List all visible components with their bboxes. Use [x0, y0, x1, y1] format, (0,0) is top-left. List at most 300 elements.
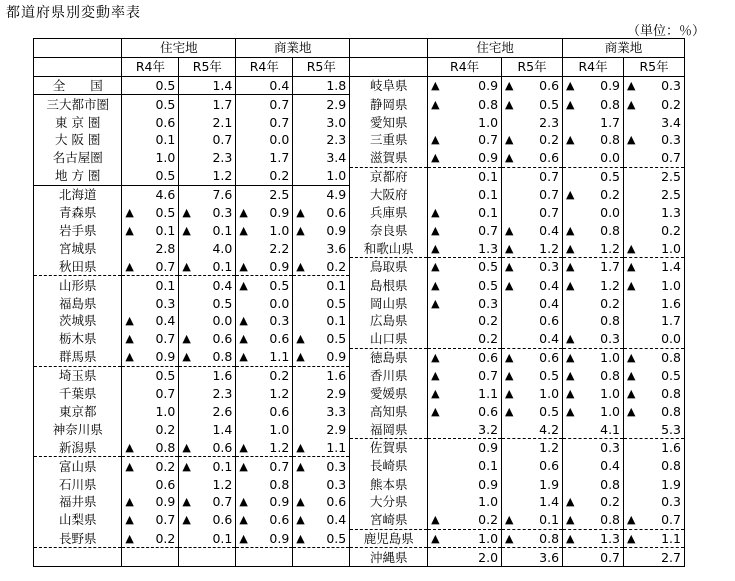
value-cell	[293, 385, 350, 403]
value-cell	[502, 330, 563, 348]
value-cell	[122, 167, 179, 185]
row-label: 鳥取県	[350, 258, 428, 276]
page-title: 都道府県別変動率表	[6, 5, 141, 21]
value-text: 0.3	[661, 494, 681, 510]
value-text: 2.5	[661, 168, 681, 184]
row-label: 沖縄県	[350, 548, 428, 567]
value-text: 1.0	[155, 150, 176, 166]
row-label: 石川県	[34, 475, 122, 493]
value-cell	[502, 529, 563, 548]
value-cell	[502, 385, 563, 403]
value-text: 2.9	[326, 96, 347, 112]
value-cell	[563, 439, 624, 457]
negative-triangle-icon: ▲	[239, 259, 248, 273]
negative-triangle-icon: ▲	[125, 350, 134, 364]
negative-triangle-icon: ▲	[239, 223, 248, 237]
value-cell	[293, 131, 350, 149]
table-row	[34, 385, 735, 403]
value-text: 0.5	[539, 403, 560, 419]
value-text: 0.1	[478, 205, 499, 221]
table-row	[34, 185, 735, 203]
negative-triangle-icon: ▲	[431, 206, 440, 220]
value-text: 1.0	[269, 421, 290, 437]
value-text: 1.1	[478, 386, 499, 402]
negative-triangle-icon: ▲	[627, 241, 636, 255]
negative-triangle-icon: ▲	[239, 278, 248, 292]
value-text: 0.6	[269, 331, 290, 347]
value-text: 2.7	[661, 549, 681, 565]
value-text: 0.9	[478, 78, 499, 94]
value-cell	[428, 221, 502, 239]
value-text: 0.7	[155, 512, 176, 528]
negative-triangle-icon: ▲	[125, 440, 134, 454]
value-cell	[502, 131, 563, 149]
negative-triangle-icon: ▲	[505, 241, 514, 255]
row-label: 静岡県	[350, 95, 428, 113]
row-label: 宮崎県	[350, 511, 428, 529]
row-label: 佐賀県	[350, 439, 428, 457]
negative-triangle-icon: ▲	[296, 350, 305, 364]
value-text: 0.8	[600, 313, 621, 329]
value-cell	[428, 385, 502, 403]
negative-triangle-icon: ▲	[566, 368, 575, 382]
value-cell	[624, 131, 685, 149]
negative-triangle-icon: ▲	[431, 513, 440, 527]
value-text: 0.1	[155, 277, 176, 293]
year-header: R5年	[624, 57, 685, 76]
value-text: 0.9	[478, 476, 499, 492]
value-text: 2.8	[155, 240, 176, 256]
value-cell	[624, 548, 685, 567]
value-text: 0.4	[539, 277, 560, 293]
value-text: 4.2	[539, 421, 560, 437]
value-text: 0.7	[155, 386, 176, 402]
negative-triangle-icon: ▲	[431, 350, 440, 364]
value-text: 0.5	[661, 367, 681, 383]
value-text: 0.9	[269, 258, 290, 274]
value-text: 0.7	[212, 132, 233, 148]
negative-triangle-icon: ▲	[239, 531, 248, 545]
value-text: 0.5	[155, 168, 176, 184]
value-cell	[502, 258, 563, 276]
row-label: 埼玉県	[34, 366, 122, 384]
negative-triangle-icon: ▲	[296, 206, 305, 220]
row-label: 山口県	[350, 330, 428, 348]
value-text: 3.0	[326, 114, 347, 130]
value-text: 3.6	[539, 549, 560, 565]
value-text: 0.5	[269, 277, 290, 293]
value-text: 0.3	[600, 331, 621, 347]
value-text: 1.1	[326, 439, 347, 455]
value-cell	[502, 312, 563, 330]
value-text: 0.4	[269, 77, 290, 93]
negative-triangle-icon: ▲	[566, 513, 575, 527]
row-label: 徳島県	[350, 348, 428, 366]
value-text: 1.2	[269, 439, 290, 455]
value-text: 1.0	[478, 494, 499, 510]
row-label: 岡山県	[350, 294, 428, 312]
value-cell	[236, 131, 293, 149]
header-row-groups	[34, 39, 735, 58]
value-cell	[563, 457, 624, 475]
value-cell	[428, 475, 502, 493]
negative-triangle-icon: ▲	[627, 368, 636, 382]
negative-triangle-icon: ▲	[239, 332, 248, 346]
negative-triangle-icon: ▲	[505, 513, 514, 527]
value-text: 0.8	[661, 386, 681, 402]
value-text: 2.3	[326, 132, 347, 148]
value-cell	[502, 366, 563, 384]
value-cell	[428, 312, 502, 330]
header-corner	[350, 57, 428, 76]
value-text: 1.2	[539, 440, 560, 456]
value-cell	[179, 221, 236, 239]
value-cell	[236, 457, 293, 475]
value-text: 0.1	[212, 258, 233, 274]
value-cell	[179, 511, 236, 529]
row-label: 高知県	[350, 402, 428, 420]
value-cell	[122, 330, 179, 348]
table-row	[34, 113, 735, 131]
value-cell	[122, 475, 179, 493]
value-text: 1.0	[326, 168, 347, 184]
value-text: 1.0	[155, 403, 176, 419]
value-text: 0.5	[539, 96, 560, 112]
table-row	[34, 312, 735, 330]
value-text: 0.6	[539, 313, 560, 329]
value-cell	[122, 457, 179, 475]
value-text: 0.4	[326, 512, 347, 528]
value-cell	[624, 185, 685, 203]
row-label: 三重県	[350, 131, 428, 149]
negative-triangle-icon: ▲	[505, 97, 514, 111]
value-text: 0.4	[539, 295, 560, 311]
value-text: 0.7	[269, 114, 290, 130]
value-text: 1.2	[600, 240, 621, 256]
value-text: 0.7	[155, 258, 176, 274]
negative-triangle-icon: ▲	[566, 278, 575, 292]
value-text: 0.6	[539, 150, 560, 166]
value-text: 0.5	[155, 77, 176, 93]
negative-triangle-icon: ▲	[125, 332, 134, 346]
value-cell	[428, 149, 502, 167]
row-label: 東 京 圏	[34, 113, 122, 131]
negative-triangle-icon: ▲	[182, 259, 191, 273]
value-text: 0.9	[269, 530, 290, 546]
value-cell	[563, 420, 624, 438]
negative-triangle-icon: ▲	[125, 531, 134, 545]
value-cell	[179, 420, 236, 438]
value-text: 1.7	[600, 114, 621, 130]
value-text: 5.3	[661, 421, 681, 437]
value-cell	[624, 439, 685, 457]
value-cell	[624, 402, 685, 420]
table-row	[34, 167, 735, 185]
negative-triangle-icon: ▲	[566, 188, 575, 202]
value-text: 0.8	[661, 458, 681, 474]
negative-triangle-icon: ▲	[125, 206, 134, 220]
value-cell	[179, 167, 236, 185]
negative-triangle-icon: ▲	[505, 387, 514, 401]
value-text: 0.7	[212, 494, 233, 510]
table-row	[34, 76, 735, 95]
table-row	[34, 95, 735, 113]
value-cell	[179, 529, 236, 548]
value-text: 0.6	[212, 439, 233, 455]
value-cell	[624, 529, 685, 548]
value-cell	[428, 276, 502, 294]
value-cell	[563, 113, 624, 131]
value-cell	[624, 204, 685, 222]
value-text: 1.0	[661, 240, 681, 256]
value-text: 0.6	[212, 331, 233, 347]
row-label: 長野県	[34, 529, 122, 548]
value-text: 0.1	[326, 313, 347, 329]
negative-triangle-icon: ▲	[431, 260, 440, 274]
value-text: 0.5	[478, 277, 499, 293]
value-text: 0.8	[478, 96, 499, 112]
value-text: 0.4	[212, 277, 233, 293]
value-cell	[563, 312, 624, 330]
negative-triangle-icon: ▲	[505, 133, 514, 147]
negative-triangle-icon: ▲	[566, 260, 575, 274]
negative-triangle-icon: ▲	[627, 133, 636, 147]
value-text: 0.7	[269, 458, 290, 474]
value-cell	[293, 511, 350, 529]
value-cell	[624, 76, 685, 95]
value-cell	[236, 529, 293, 548]
table-row	[34, 348, 735, 366]
value-text: 0.6	[155, 476, 176, 492]
value-text: 0.1	[155, 132, 176, 148]
value-cell	[563, 548, 624, 567]
value-cell	[502, 239, 563, 257]
negative-triangle-icon: ▲	[627, 350, 636, 364]
table-row	[34, 529, 735, 548]
value-text: 3.4	[326, 150, 347, 166]
value-cell	[563, 204, 624, 222]
value-cell	[428, 529, 502, 548]
value-text: 0.1	[212, 458, 233, 474]
value-text: 0.2	[155, 530, 176, 546]
value-cell	[122, 529, 179, 548]
value-cell	[502, 348, 563, 366]
value-cell	[179, 493, 236, 511]
value-cell	[563, 76, 624, 95]
negative-triangle-icon: ▲	[505, 404, 514, 418]
value-text: 1.6	[326, 368, 347, 384]
value-text: 1.2	[212, 168, 233, 184]
row-label: 山梨県	[34, 511, 122, 529]
value-cell	[502, 294, 563, 312]
value-cell	[179, 312, 236, 330]
value-text: 0.6	[155, 114, 176, 130]
value-cell	[563, 221, 624, 239]
value-cell	[179, 330, 236, 348]
value-cell	[179, 366, 236, 384]
year-header: R4年	[428, 57, 502, 76]
value-text: 0.0	[600, 205, 621, 221]
value-text: 0.6	[539, 78, 560, 94]
value-cell	[428, 95, 502, 113]
table-row	[34, 439, 735, 457]
negative-triangle-icon: ▲	[505, 260, 514, 274]
value-cell	[428, 76, 502, 95]
value-cell	[563, 330, 624, 348]
value-text: 1.9	[539, 476, 560, 492]
value-text: 0.0	[269, 295, 290, 311]
value-text: 2.5	[661, 187, 681, 203]
value-cell	[563, 493, 624, 511]
value-cell	[563, 149, 624, 167]
value-text: 3.6	[326, 240, 347, 256]
table-row	[34, 548, 735, 567]
value-cell	[293, 258, 350, 276]
value-text: 0.5	[326, 295, 347, 311]
value-text: 0.7	[478, 367, 499, 383]
value-text: 0.2	[155, 458, 176, 474]
value-cell	[624, 149, 685, 167]
value-cell	[624, 457, 685, 475]
value-cell	[122, 366, 179, 384]
value-text: 0.2	[478, 331, 499, 347]
negative-triangle-icon: ▲	[505, 79, 514, 93]
value-cell	[236, 420, 293, 438]
value-cell	[122, 294, 179, 312]
value-text: 0.1	[326, 277, 347, 293]
row-label: 愛知県	[350, 113, 428, 131]
value-cell	[293, 239, 350, 257]
value-text: 2.6	[212, 403, 233, 419]
negative-triangle-icon: ▲	[431, 404, 440, 418]
value-cell	[293, 493, 350, 511]
unit-note: （単位：％）	[626, 24, 705, 39]
value-text: 0.9	[155, 494, 176, 510]
row-label: 京都府	[350, 167, 428, 185]
header-row-years	[34, 57, 735, 76]
value-cell	[428, 420, 502, 438]
negative-triangle-icon: ▲	[505, 223, 514, 237]
negative-triangle-icon: ▲	[239, 206, 248, 220]
table-row	[34, 366, 735, 384]
value-cell	[624, 312, 685, 330]
value-cell	[563, 167, 624, 185]
value-cell	[122, 548, 179, 567]
value-cell	[122, 385, 179, 403]
value-text: 0.9	[326, 349, 347, 365]
value-text: 0.8	[600, 367, 621, 383]
value-text: 0.2	[478, 313, 499, 329]
value-text: 0.6	[269, 403, 290, 419]
row-label: 茨城県	[34, 312, 122, 330]
value-cell	[236, 366, 293, 384]
value-text: 2.9	[326, 386, 347, 402]
negative-triangle-icon: ▲	[566, 223, 575, 237]
value-cell	[236, 348, 293, 366]
value-text: 0.1	[212, 222, 233, 238]
value-text: 0.9	[600, 78, 621, 94]
group-header-residential: 住宅地	[428, 39, 563, 58]
value-cell	[122, 131, 179, 149]
value-cell	[236, 548, 293, 567]
value-cell	[502, 204, 563, 222]
value-text: 1.3	[661, 205, 681, 221]
value-cell	[563, 185, 624, 203]
value-text: 0.7	[539, 187, 560, 203]
value-text: 1.4	[539, 494, 560, 510]
value-text: 1.6	[661, 440, 681, 456]
value-cell	[236, 95, 293, 113]
value-cell	[179, 475, 236, 493]
value-text: 2.9	[326, 421, 347, 437]
row-label: 広島県	[350, 312, 428, 330]
value-cell	[122, 276, 179, 294]
value-text: 1.7	[600, 259, 621, 275]
value-cell	[236, 330, 293, 348]
negative-triangle-icon: ▲	[125, 314, 134, 328]
row-label: 香川県	[350, 366, 428, 384]
value-text: 0.4	[155, 313, 176, 329]
negative-triangle-icon: ▲	[627, 79, 636, 93]
row-label: 秋田県	[34, 258, 122, 276]
negative-triangle-icon: ▲	[627, 278, 636, 292]
value-text: 0.7	[478, 132, 499, 148]
negative-triangle-icon: ▲	[505, 531, 514, 545]
table-row	[34, 149, 735, 167]
value-cell	[428, 511, 502, 529]
value-cell	[179, 385, 236, 403]
value-cell	[428, 366, 502, 384]
value-cell	[236, 76, 293, 95]
value-text: 0.7	[478, 222, 499, 238]
negative-triangle-icon: ▲	[566, 531, 575, 545]
value-text: 0.5	[212, 295, 233, 311]
value-text: 0.3	[326, 458, 347, 474]
row-label: 奈良県	[350, 221, 428, 239]
value-text: 1.2	[600, 277, 621, 293]
value-cell	[624, 385, 685, 403]
value-cell	[428, 167, 502, 185]
value-text: 0.1	[212, 530, 233, 546]
negative-triangle-icon: ▲	[296, 495, 305, 509]
value-text: 0.6	[478, 403, 499, 419]
negative-triangle-icon: ▲	[182, 440, 191, 454]
value-cell	[236, 402, 293, 420]
land-price-change-table	[33, 38, 735, 567]
negative-triangle-icon: ▲	[566, 97, 575, 111]
value-text: 0.5	[326, 331, 347, 347]
negative-triangle-icon: ▲	[296, 513, 305, 527]
table-row	[34, 330, 735, 348]
negative-triangle-icon: ▲	[296, 223, 305, 237]
negative-triangle-icon: ▲	[125, 259, 134, 273]
value-text: 0.6	[212, 512, 233, 528]
value-text: 2.0	[478, 549, 499, 565]
negative-triangle-icon: ▲	[431, 133, 440, 147]
value-text: 3.2	[478, 421, 499, 437]
value-cell	[293, 76, 350, 95]
value-cell	[293, 294, 350, 312]
value-text: 0.6	[326, 205, 347, 221]
value-cell	[563, 475, 624, 493]
value-cell	[624, 258, 685, 276]
value-cell	[236, 185, 293, 203]
value-cell	[624, 221, 685, 239]
value-cell	[293, 149, 350, 167]
row-label: 栃木県	[34, 330, 122, 348]
value-text: 0.1	[478, 458, 499, 474]
value-cell	[236, 221, 293, 239]
